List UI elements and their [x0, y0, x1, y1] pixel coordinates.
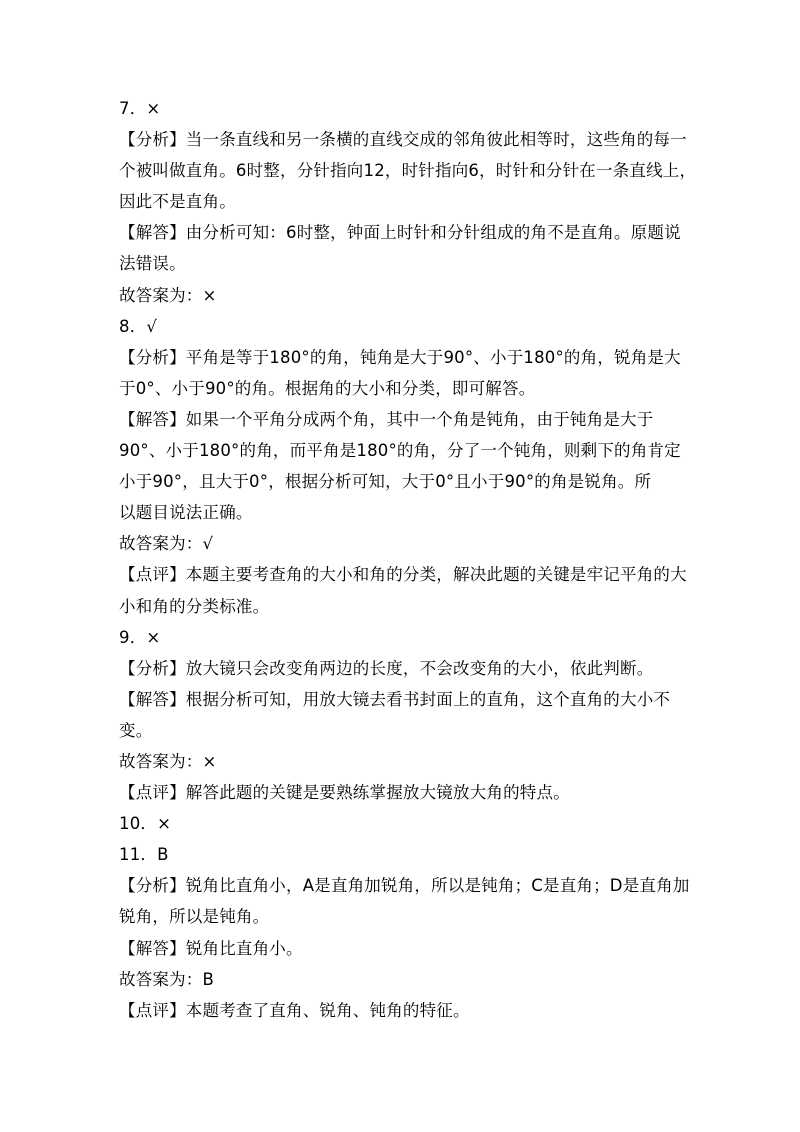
answer-11-analysis: 【分析】锐角比直角小，A是直角加锐角，所以是钝角；C是直角；D是直角加	[119, 876, 690, 896]
answer-9-analysis: 【分析】放大镜只会改变角两边的长度，不会改变角的大小，依此判断。	[119, 658, 654, 678]
answer-11-heading: 11．B	[119, 845, 169, 865]
answer-8-final: 故答案为：√	[119, 534, 214, 554]
answer-9-comment: 【点评】解答此题的关键是要熟练掌握放大镜放大角的特点。	[119, 783, 570, 803]
answer-10-heading: 10．×	[119, 814, 172, 834]
answer-8-solution: 【解答】如果一个平角分成两个角，其中一个角是钝角，由于钝角是大于	[119, 409, 654, 429]
answer-explanations	[119, 93, 697, 1026]
answer-7-solution-cont: 法错误。	[119, 254, 186, 274]
answer-7-solution: 【解答】由分析可知：6时整，钟面上时针和分针组成的角不是直角。原题说	[119, 223, 681, 243]
answer-8-comment: 【点评】本题主要考查角的大小和角的分类，解决此题的关键是牢记平角的大	[119, 565, 687, 585]
answer-8-solution-cont: 以题目说法正确。	[119, 503, 253, 523]
answer-8-comment-cont: 小和角的分类标准。	[119, 596, 270, 616]
answer-7-final: 故答案为：×	[119, 285, 217, 305]
answer-9-final: 故答案为：×	[119, 751, 217, 771]
answer-11-solution: 【解答】锐角比直角小。	[119, 938, 303, 958]
answer-8-analysis-cont: 于0°、小于90°的角。根据角的大小和分类，即可解答。	[119, 378, 536, 398]
answer-11-comment: 【点评】本题考查了直角、锐角、钝角的特征。	[119, 1000, 470, 1020]
answer-11-analysis-cont: 锐角，所以是钝角。	[119, 907, 270, 927]
answer-8-solution-cont: 小于90°，且大于0°，根据分析可知，大于0°且小于90°的角是锐角。所	[119, 472, 652, 492]
answer-9-solution-cont: 变。	[119, 720, 153, 740]
answer-11-final: 故答案为：B	[119, 969, 215, 989]
answer-9-solution: 【解答】根据分析可知，用放大镜去看书封面上的直角，这个直角的大小不	[119, 689, 671, 709]
answer-8-solution-cont: 90°、小于180°的角，而平角是180°的角，分了一个钝角，则剩下的角肯定	[119, 441, 681, 461]
answer-7-analysis-cont: 个被叫做直角。6时整，分针指向12，时针指向6，时针和分针在一条直线上，	[119, 161, 697, 181]
answer-7-analysis-cont: 因此不是直角。	[119, 192, 236, 212]
answer-8-analysis: 【分析】平角是等于180°的角，钝角是大于90°、小于180°的角，锐角是大	[119, 347, 681, 367]
answer-7-analysis: 【分析】当一条直线和另一条横的直线交成的邻角彼此相等时，这些角的每一	[119, 130, 687, 150]
answer-8-heading: 8．√	[119, 316, 158, 336]
answer-7-heading: 7．×	[119, 99, 161, 118]
answer-9-heading: 9．×	[119, 627, 161, 647]
